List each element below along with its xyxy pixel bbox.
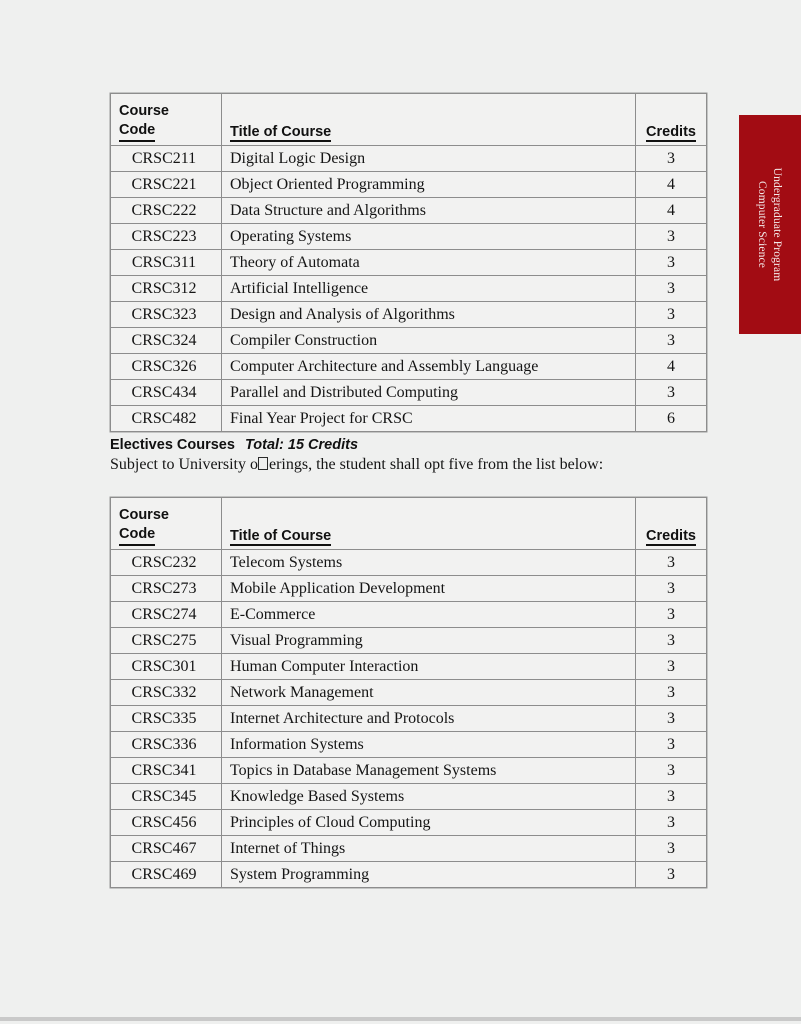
cell-course-code: CRSC341	[111, 758, 222, 784]
cell-credits: 3	[636, 836, 707, 862]
cell-course-title: Object Oriented Programming	[222, 172, 636, 198]
cell-course-code: CRSC482	[111, 406, 222, 432]
cell-course-title: Telecom Systems	[222, 550, 636, 576]
cell-credits: 3	[636, 302, 707, 328]
cell-course-code: CRSC312	[111, 276, 222, 302]
cell-course-title: Information Systems	[222, 732, 636, 758]
cell-course-code: CRSC275	[111, 628, 222, 654]
cell-course-title: E-Commerce	[222, 602, 636, 628]
cell-course-title: Final Year Project for CRSC	[222, 406, 636, 432]
table-row	[111, 406, 707, 432]
table-row	[111, 198, 707, 224]
electives-note-part2: erings, the student shall opt five from the list below:	[268, 456, 604, 473]
cell-credits: 3	[636, 146, 707, 172]
elective-table-header	[111, 498, 707, 550]
cell-course-code: CRSC326	[111, 354, 222, 380]
cell-course-code: CRSC336	[111, 732, 222, 758]
table-row	[111, 172, 707, 198]
electives-note	[110, 456, 603, 474]
table-row	[111, 784, 707, 810]
table-row	[111, 602, 707, 628]
cell-credits: 3	[636, 862, 707, 888]
cell-course-code: CRSC456	[111, 810, 222, 836]
cell-credits: 3	[636, 706, 707, 732]
table-row	[111, 354, 707, 380]
cell-credits: 3	[636, 654, 707, 680]
title-header-text: Title of Course	[230, 528, 332, 544]
table-row	[111, 732, 707, 758]
elective-courses-table	[110, 497, 707, 888]
electives-heading-label: Electives Courses	[110, 437, 235, 453]
side-tab-line-1: Computer Science	[756, 180, 769, 269]
cell-course-title: Operating Systems	[222, 224, 636, 250]
cell-credits: 3	[636, 628, 707, 654]
cell-course-code: CRSC345	[111, 784, 222, 810]
cell-course-title: Theory of Automata	[222, 250, 636, 276]
table-row	[111, 654, 707, 680]
cell-course-title: Topics in Database Management Systems	[222, 758, 636, 784]
credits-header-text: Credits	[646, 528, 696, 544]
cell-course-title: Artificial Intelligence	[222, 276, 636, 302]
core-courses-table	[110, 93, 707, 432]
table-header-row	[111, 498, 707, 550]
cell-course-title: Design and Analysis of Algorithms	[222, 302, 636, 328]
cell-credits: 3	[636, 550, 707, 576]
cell-course-title: Internet of Things	[222, 836, 636, 862]
cell-course-title: Parallel and Distributed Computing	[222, 380, 636, 406]
column-header-title	[222, 498, 636, 550]
cell-course-title: Compiler Construction	[222, 328, 636, 354]
table-row	[111, 302, 707, 328]
electives-heading	[110, 437, 358, 453]
cell-course-title: System Programming	[222, 862, 636, 888]
cell-course-code: CRSC469	[111, 862, 222, 888]
table-row	[111, 680, 707, 706]
table-row	[111, 836, 707, 862]
table-row	[111, 550, 707, 576]
cell-course-code: CRSC324	[111, 328, 222, 354]
cell-course-code: CRSC223	[111, 224, 222, 250]
cell-credits: 4	[636, 172, 707, 198]
cell-course-code: CRSC222	[111, 198, 222, 224]
title-header-text: Title of Course	[230, 124, 332, 140]
table-row	[111, 810, 707, 836]
cell-course-title: Visual Programming	[222, 628, 636, 654]
cell-course-code: CRSC434	[111, 380, 222, 406]
cell-course-title: Knowledge Based Systems	[222, 784, 636, 810]
cell-course-code: CRSC467	[111, 836, 222, 862]
course-code-header-line2: Code	[119, 525, 155, 546]
section-side-tab	[739, 115, 801, 334]
cell-course-code: CRSC335	[111, 706, 222, 732]
cell-course-title: Digital Logic Design	[222, 146, 636, 172]
cell-course-title: Data Structure and Algorithms	[222, 198, 636, 224]
cell-credits: 3	[636, 810, 707, 836]
side-tab-text-block	[739, 115, 801, 334]
column-header-title	[222, 94, 636, 146]
cell-credits: 3	[636, 602, 707, 628]
cell-course-code: CRSC332	[111, 680, 222, 706]
cell-credits: 3	[636, 784, 707, 810]
cell-credits: 6	[636, 406, 707, 432]
table-row	[111, 276, 707, 302]
table-row	[111, 250, 707, 276]
cell-credits: 3	[636, 758, 707, 784]
cell-course-code: CRSC311	[111, 250, 222, 276]
cell-course-code: CRSC221	[111, 172, 222, 198]
cell-credits: 4	[636, 354, 707, 380]
side-tab-line-2: Undergraduate Program	[771, 167, 784, 282]
table-row	[111, 862, 707, 888]
column-header-course-code	[111, 94, 222, 146]
core-table-body	[111, 146, 707, 432]
cell-course-title: Network Management	[222, 680, 636, 706]
cell-credits: 3	[636, 380, 707, 406]
table-row	[111, 706, 707, 732]
course-code-header-line1: Course	[119, 103, 169, 119]
cell-credits: 3	[636, 276, 707, 302]
electives-total-credits: Total: 15 Credits	[244, 437, 359, 453]
cell-course-title: Principles of Cloud Computing	[222, 810, 636, 836]
electives-note-part1: Subject to University o	[110, 456, 258, 473]
cell-credits: 3	[636, 224, 707, 250]
cell-credits: 3	[636, 680, 707, 706]
course-code-header-line2: Code	[119, 121, 155, 142]
cell-course-title: Human Computer Interaction	[222, 654, 636, 680]
table-row	[111, 146, 707, 172]
cell-course-title: Mobile Application Development	[222, 576, 636, 602]
table-row	[111, 224, 707, 250]
cell-course-code: CRSC232	[111, 550, 222, 576]
table-header-row	[111, 94, 707, 146]
table-row	[111, 328, 707, 354]
cell-credits: 3	[636, 576, 707, 602]
cell-course-title: Internet Architecture and Protocols	[222, 706, 636, 732]
cell-course-title: Computer Architecture and Assembly Language	[222, 354, 636, 380]
cell-course-code: CRSC301	[111, 654, 222, 680]
page-bottom-rule	[0, 1017, 801, 1021]
credits-header-text: Credits	[646, 124, 696, 140]
table-row	[111, 576, 707, 602]
table-row	[111, 380, 707, 406]
cell-course-code: CRSC211	[111, 146, 222, 172]
column-header-credits	[636, 94, 707, 146]
cell-credits: 4	[636, 198, 707, 224]
cell-course-code: CRSC274	[111, 602, 222, 628]
table-row	[111, 628, 707, 654]
core-table-header	[111, 94, 707, 146]
table-row	[111, 758, 707, 784]
cell-credits: 3	[636, 328, 707, 354]
column-header-course-code	[111, 498, 222, 550]
cell-credits: 3	[636, 250, 707, 276]
cell-course-code: CRSC273	[111, 576, 222, 602]
cell-credits: 3	[636, 732, 707, 758]
cell-course-code: CRSC323	[111, 302, 222, 328]
course-code-header-line1: Course	[119, 507, 169, 523]
column-header-credits	[636, 498, 707, 550]
missing-glyph-box-icon	[258, 457, 268, 470]
elective-table-body	[111, 550, 707, 888]
